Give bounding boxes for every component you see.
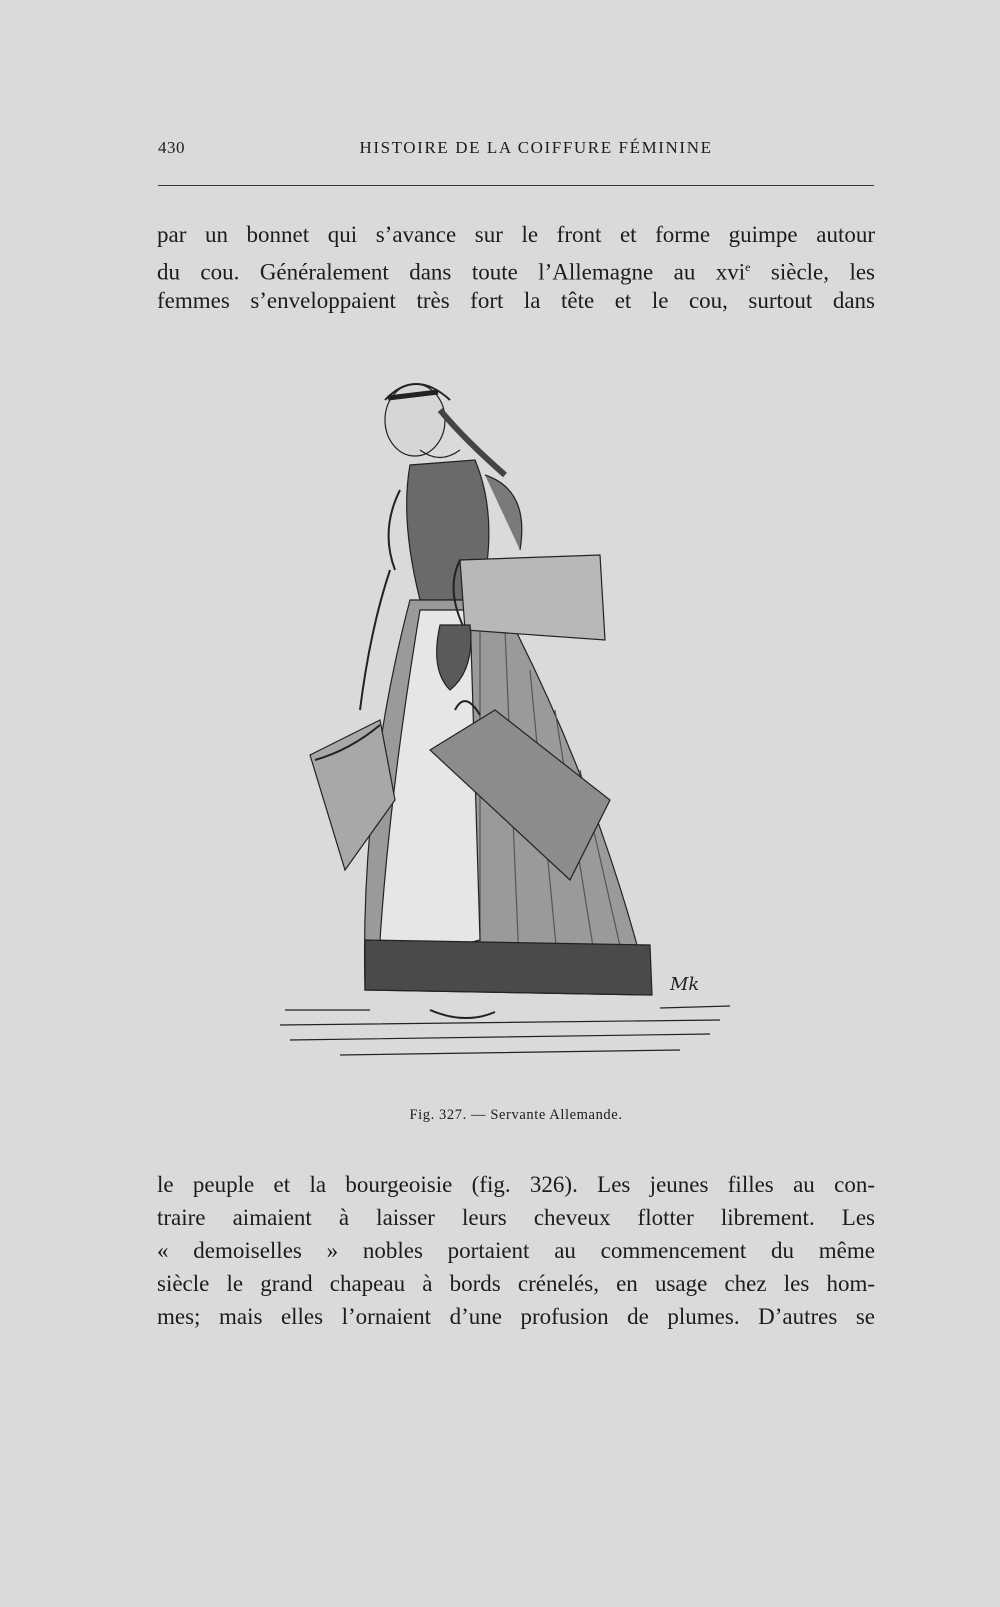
header-rule — [158, 185, 874, 186]
line-text-tail: siècle, les — [750, 259, 875, 285]
paragraph-line: le peuple et la bourgeoisie (fig. 326). Les jeunes filles au con- — [157, 1172, 875, 1197]
superscript: e — [745, 260, 751, 274]
page-number: 430 — [158, 138, 185, 157]
running-head — [158, 138, 874, 168]
servant-woman-engraving — [280, 370, 740, 1070]
paragraph-line: traire aimaient à laisser leurs cheveux flotter librement. Les — [157, 1205, 875, 1230]
figure-caption: Fig. 327. — Servante Allemande. — [409, 1107, 623, 1123]
bottom-paragraph — [157, 1168, 875, 1333]
artist-signature: Mk — [670, 974, 700, 995]
paragraph-line: par un bonnet qui s’avance sur le front et forme guimpe autour — [157, 222, 875, 247]
paragraph-line — [157, 251, 875, 284]
paragraph-line: femmes s’enveloppaient très fort la tête et le cou, surtout dans — [157, 288, 875, 313]
paragraph-line: « demoiselles » nobles portaient au commencement du même — [157, 1238, 875, 1263]
line-text: du cou. Généralement dans toute l’Allemagne au xvi — [157, 259, 746, 285]
paragraph-line: mes; mais elles l’ornaient d’une profusion de plumes. D’autres se — [157, 1304, 875, 1329]
figure-illustration — [280, 370, 740, 1070]
paragraph-line: siècle le grand chapeau à bords crénelés, en usage chez les hom- — [157, 1271, 875, 1296]
top-paragraph — [157, 218, 875, 317]
running-title: HISTOIRE DE LA COIFFURE FÉMININE — [359, 138, 713, 157]
